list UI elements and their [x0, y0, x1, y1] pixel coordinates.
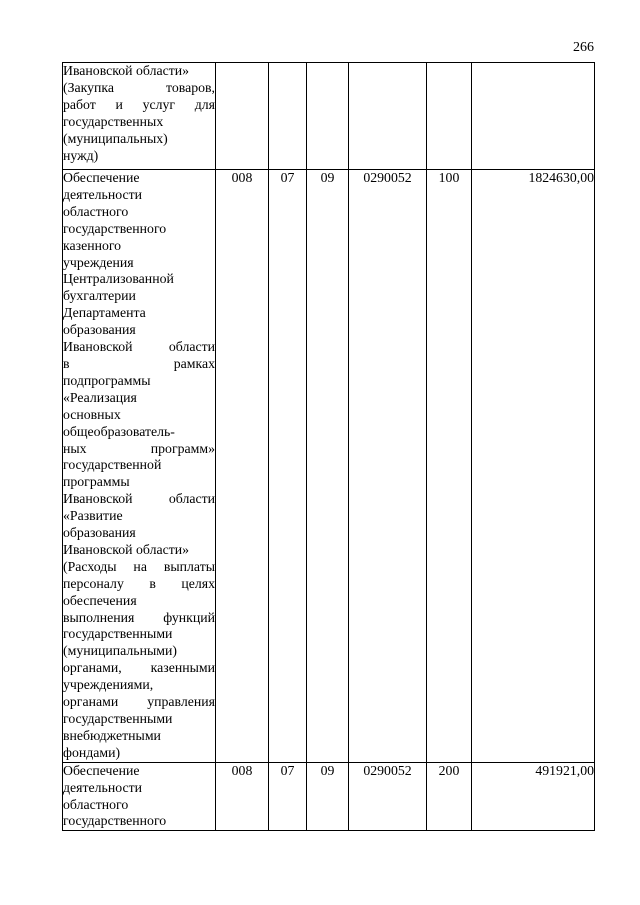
description-line: работ и услуг для [63, 96, 215, 112]
description-line: внебюджетными [63, 727, 161, 743]
page-number: 266 [573, 40, 594, 55]
description-line: бухгалтерии [63, 288, 136, 304]
description-line: выполнения функций [63, 609, 215, 625]
description-line: государственного [63, 220, 167, 236]
description-line: Централизованной [63, 271, 174, 287]
description-line: государственными [63, 711, 173, 726]
description-line: в рамках [63, 355, 215, 371]
description-line: Ивановской области [63, 339, 215, 355]
row-description [63, 63, 216, 170]
description-line: (муниципальными) [63, 643, 177, 659]
description-line: программы [63, 474, 130, 490]
description-line: областного [63, 796, 129, 812]
description-line: органами управления [63, 694, 215, 710]
section-cell [269, 63, 307, 170]
description-line: ных программ» [63, 440, 215, 456]
description-line: казенного [63, 237, 122, 253]
target-cell [349, 63, 427, 170]
description-line: Ивановской области [63, 491, 215, 507]
description-line: Ивановской области» [63, 63, 190, 78]
budget-table [62, 62, 595, 831]
description-line: деятельности [63, 186, 142, 202]
expense-type-cell: 100 [427, 170, 472, 763]
description-line: подпрограммы [63, 372, 151, 388]
description-line: государственного [63, 813, 167, 829]
subsection-cell: 09 [307, 762, 349, 831]
description-line: государственными [63, 626, 173, 642]
target-cell: 0290052 [349, 762, 427, 831]
expense-type-cell [427, 63, 472, 170]
subsection-cell [307, 63, 349, 170]
table-row [63, 170, 595, 763]
code-cell [216, 63, 269, 170]
code-cell: 008 [216, 762, 269, 831]
section-cell: 07 [269, 762, 307, 831]
row-description [63, 762, 216, 831]
description-line: образования [63, 322, 136, 338]
description-line: образования [63, 525, 136, 541]
description-line: Обеспечение [63, 762, 140, 778]
expense-type-cell: 200 [427, 762, 472, 831]
subsection-cell: 09 [307, 170, 349, 763]
description-line: Департамента [63, 305, 146, 321]
description-line: нужд) [63, 147, 99, 163]
description-line: «Реализация [63, 389, 137, 405]
description-line: (муниципальных) [63, 130, 168, 146]
description-line: Обеспечение [63, 170, 140, 185]
amount-cell: 1824630,00 [472, 170, 595, 763]
description-line: фондами) [63, 744, 121, 760]
target-cell: 0290052 [349, 170, 427, 763]
description-line: персоналу в целях [63, 575, 215, 591]
row-description [63, 170, 216, 763]
description-line: основных [63, 406, 121, 422]
section-cell: 07 [269, 170, 307, 763]
description-line: государственной [63, 457, 162, 473]
amount-cell [472, 63, 595, 170]
code-cell: 008 [216, 170, 269, 763]
description-line: «Развитие [63, 508, 123, 524]
description-line: общеобразователь- [63, 423, 175, 439]
amount-cell: 491921,00 [472, 762, 595, 831]
table-row [63, 63, 595, 170]
description-line: учреждения [63, 254, 134, 270]
description-line: обеспечения [63, 592, 137, 608]
description-line: деятельности [63, 779, 142, 795]
description-line: учреждениями, [63, 677, 154, 693]
description-line: государственных [63, 113, 164, 129]
description-line: (Закупка товаров, [63, 79, 215, 95]
description-line: органами, казенными [63, 660, 215, 676]
table-row [63, 762, 595, 831]
description-line: областного [63, 203, 129, 219]
description-line: (Расходы на выплаты [63, 558, 215, 574]
description-line: Ивановской области» [63, 541, 190, 557]
